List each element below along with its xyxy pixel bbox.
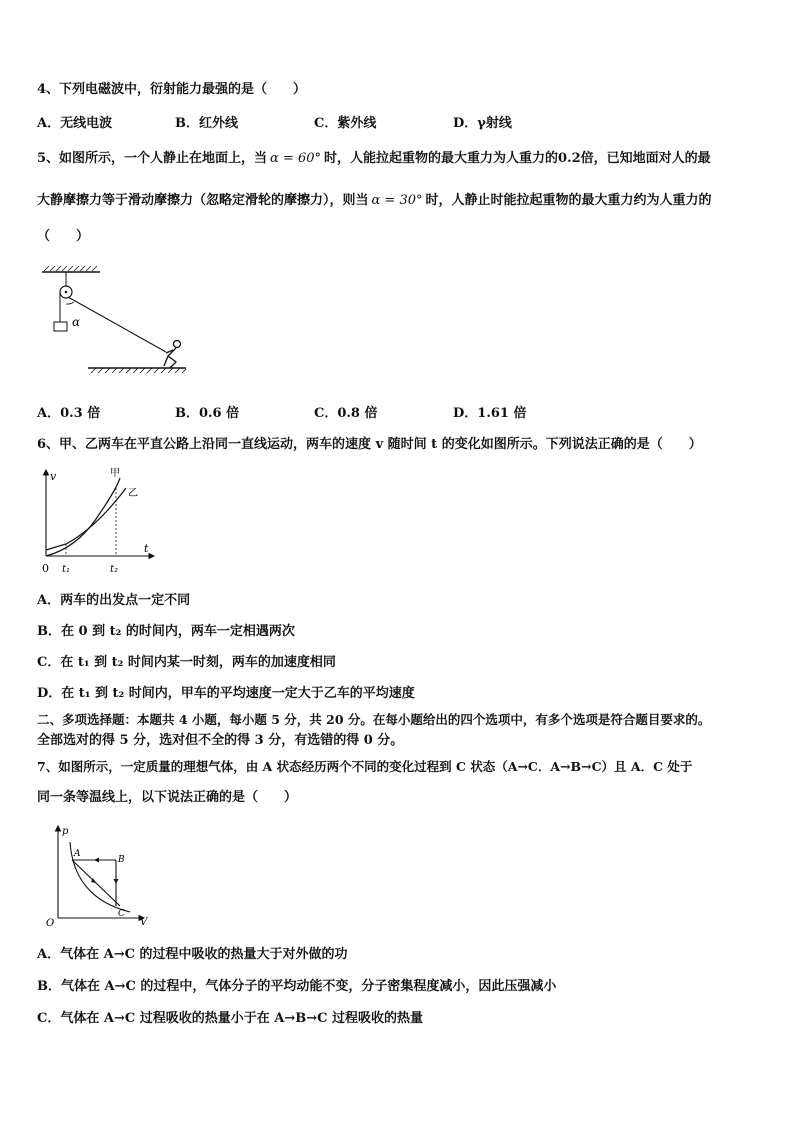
- q5-option-a: A．0.3 倍: [37, 406, 101, 421]
- q6-option-d: D．在 t₁ 到 t₂ 时间内，甲车的平均速度一定大于乙车的平均速度: [37, 686, 415, 701]
- q4-option-b: B．红外线: [175, 116, 238, 131]
- q6-option-a: A．两车的出发点一定不同: [37, 593, 191, 608]
- q4-option-c: C．紫外线: [314, 116, 377, 131]
- alpha-label: α: [72, 315, 81, 329]
- q7-option-a: A．气体在 A→C 的过程中吸收的热量大于对外做的功: [37, 947, 348, 962]
- v-label: v: [50, 470, 57, 483]
- q5-option-b: B．0.6 倍: [175, 406, 240, 421]
- q5-alpha-60: α = 60°: [270, 151, 322, 166]
- A-label: A: [74, 849, 81, 859]
- q4-option-a: A．无线电波: [37, 116, 113, 131]
- section2-instructions-line1: 二、多项选择题：本题共 4 小题，每小题 5 分，共 20 分。在每小题给出的四个选项中，有多个选项是符合题目要求的。: [37, 712, 711, 727]
- q5-pulley-figure: [36, 264, 196, 380]
- q5-option-d: D．1.61 倍: [453, 406, 527, 421]
- q7-stem-line1: 7、如图所示，一定质量的理想气体，由 A 状态经历两个不同的变化过程到 C 状态（A→C．A→B→C）且 A．C 处于: [37, 759, 693, 774]
- q7-pv-graph: [44, 822, 154, 928]
- q7-stem-line2: 同一条等温线上，以下说法正确的是（ ）: [37, 790, 298, 805]
- V-label: V: [140, 917, 148, 928]
- q5-option-c: C．0.8 倍: [314, 406, 378, 421]
- p-label: p: [62, 826, 69, 837]
- t1-label: t₁: [62, 564, 71, 575]
- q5-stem-line2-a: 大静摩擦力等于滑动摩擦力（忽略定滑轮的摩擦力），则当: [37, 193, 369, 208]
- section2-instructions-line2: 全部选对的得 5 分，选对但不全的得 3 分，有选错的得 0 分。: [37, 733, 404, 748]
- t-label: t: [144, 542, 149, 555]
- q7-option-c: C．气体在 A→C 过程吸收的热量小于在 A→B→C 过程吸收的热量: [37, 1011, 423, 1026]
- q5-stem-line1-b: 时，人能拉起重物的最大重力为人重力的0.2倍，已知地面对人的最: [324, 151, 711, 166]
- q5-stem-line1-a: 5、如图所示，一个人静止在地面上，当: [37, 151, 268, 166]
- q6-option-b: B．在 0 到 t₂ 的时间内，两车一定相遇两次: [37, 624, 295, 639]
- q4-stem: 4、下列电磁波中，衍射能力最强的是（ ）: [37, 82, 307, 97]
- q5-stem-line2: [37, 193, 712, 209]
- O-label: O: [46, 918, 55, 929]
- jia-label: 甲: [110, 468, 120, 479]
- weight-block: [54, 322, 67, 331]
- q5-stem-line1: [37, 151, 711, 167]
- curve-jia: [46, 478, 120, 556]
- t2-label: t₂: [110, 564, 119, 575]
- yi-label: 乙: [128, 488, 138, 499]
- q5-stem-line2-b: 时，人静止时能拉起重物的最大重力约为人重力的: [425, 193, 712, 208]
- q5-stem-line3: （ ）: [37, 229, 90, 244]
- origin-label: 0: [42, 562, 49, 575]
- C-label: C: [118, 909, 125, 919]
- q6-option-c: C．在 t₁ 到 t₂ 时间内某一时刻，两车的加速度相同: [37, 655, 336, 670]
- q6-stem: 6、甲、乙两车在平直公路上沿同一直线运动，两车的速度 v 随时间 t 的变化如图所示。下列说法正确的是（ ）: [37, 437, 702, 452]
- person-icon: [164, 341, 181, 369]
- q5-alpha-30: α = 30°: [371, 193, 423, 208]
- curve-yi: [46, 488, 126, 550]
- B-label: B: [118, 855, 125, 865]
- q4-option-d: D．γ射线: [453, 116, 512, 131]
- q7-option-b: B．气体在 A→C 的过程中，气体分子的平均动能不变，分子密集程度减小，因此压强减小: [37, 979, 557, 994]
- q6-vt-graph: [36, 464, 166, 578]
